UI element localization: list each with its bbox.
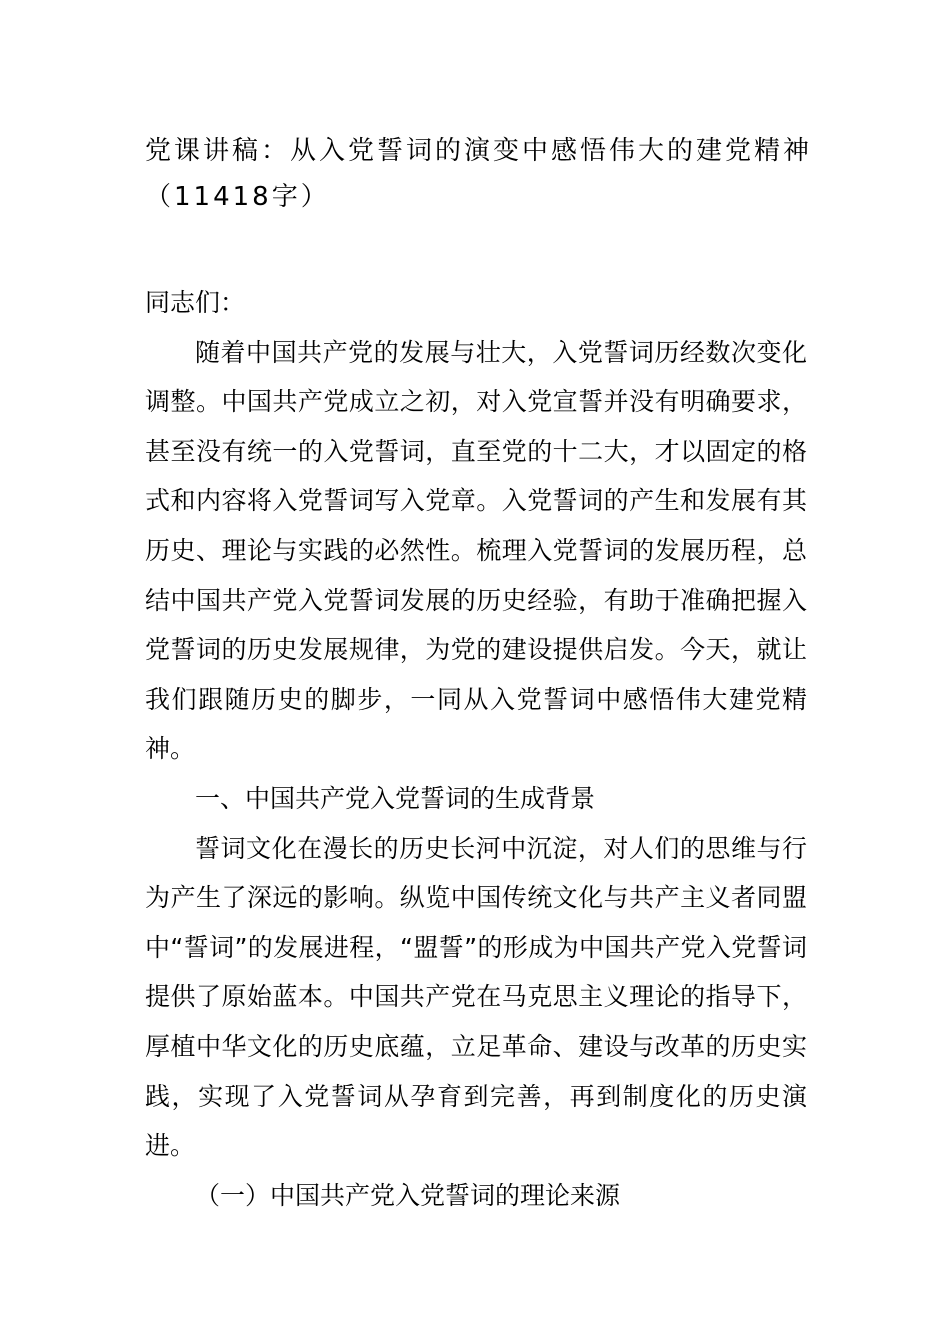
intro-paragraph: 随着中国共产党的发展与壮大，入党誓词历经数次变化调整。中国共产党成立之初，对入党宣誓并没有明确要求，甚至没有统一的入党誓词，直至党的十二大，才以固定的格式和内容将入党誓词写入党章。入党誓词的产生和发展有其历史、理论与实践的必然性。梳理入党誓词的发展历程，总结中国共产党入党誓词发展的历史经验，有助于准确把握入党誓词的历史发展规律，为党的建设提供启发。今天，就让我们跟随历史的脚步，一同从入党誓词中感悟伟大建党精神。 (145, 337, 807, 764)
document-body (145, 278, 807, 1220)
document-title: 党课讲稿：从入党誓词的演变中感悟伟大的建党精神（11418字） (145, 136, 813, 212)
subsection-heading: （一）中国共产党入党誓词的理论来源 (195, 1180, 621, 1210)
section-heading: 一、中国共产党入党誓词的生成背景 (195, 783, 596, 813)
salutation: 同志们： (145, 288, 246, 317)
section-paragraph: 誓词文化在漫长的历史长河中沉淀，对人们的思维与行为产生了深远的影响。纵览中国传统文化与共产主义者同盟中“誓词”的发展进程，“盟誓”的形成为中国共产党入党誓词提供了原始蓝本。中国共产党在马克思主义理论的指导下，厚植中华文化的历史底蕴，立足革命、建设与改革的历史实践，实现了入党誓词从孕育到完善，再到制度化的历史演进。 (145, 833, 807, 1161)
